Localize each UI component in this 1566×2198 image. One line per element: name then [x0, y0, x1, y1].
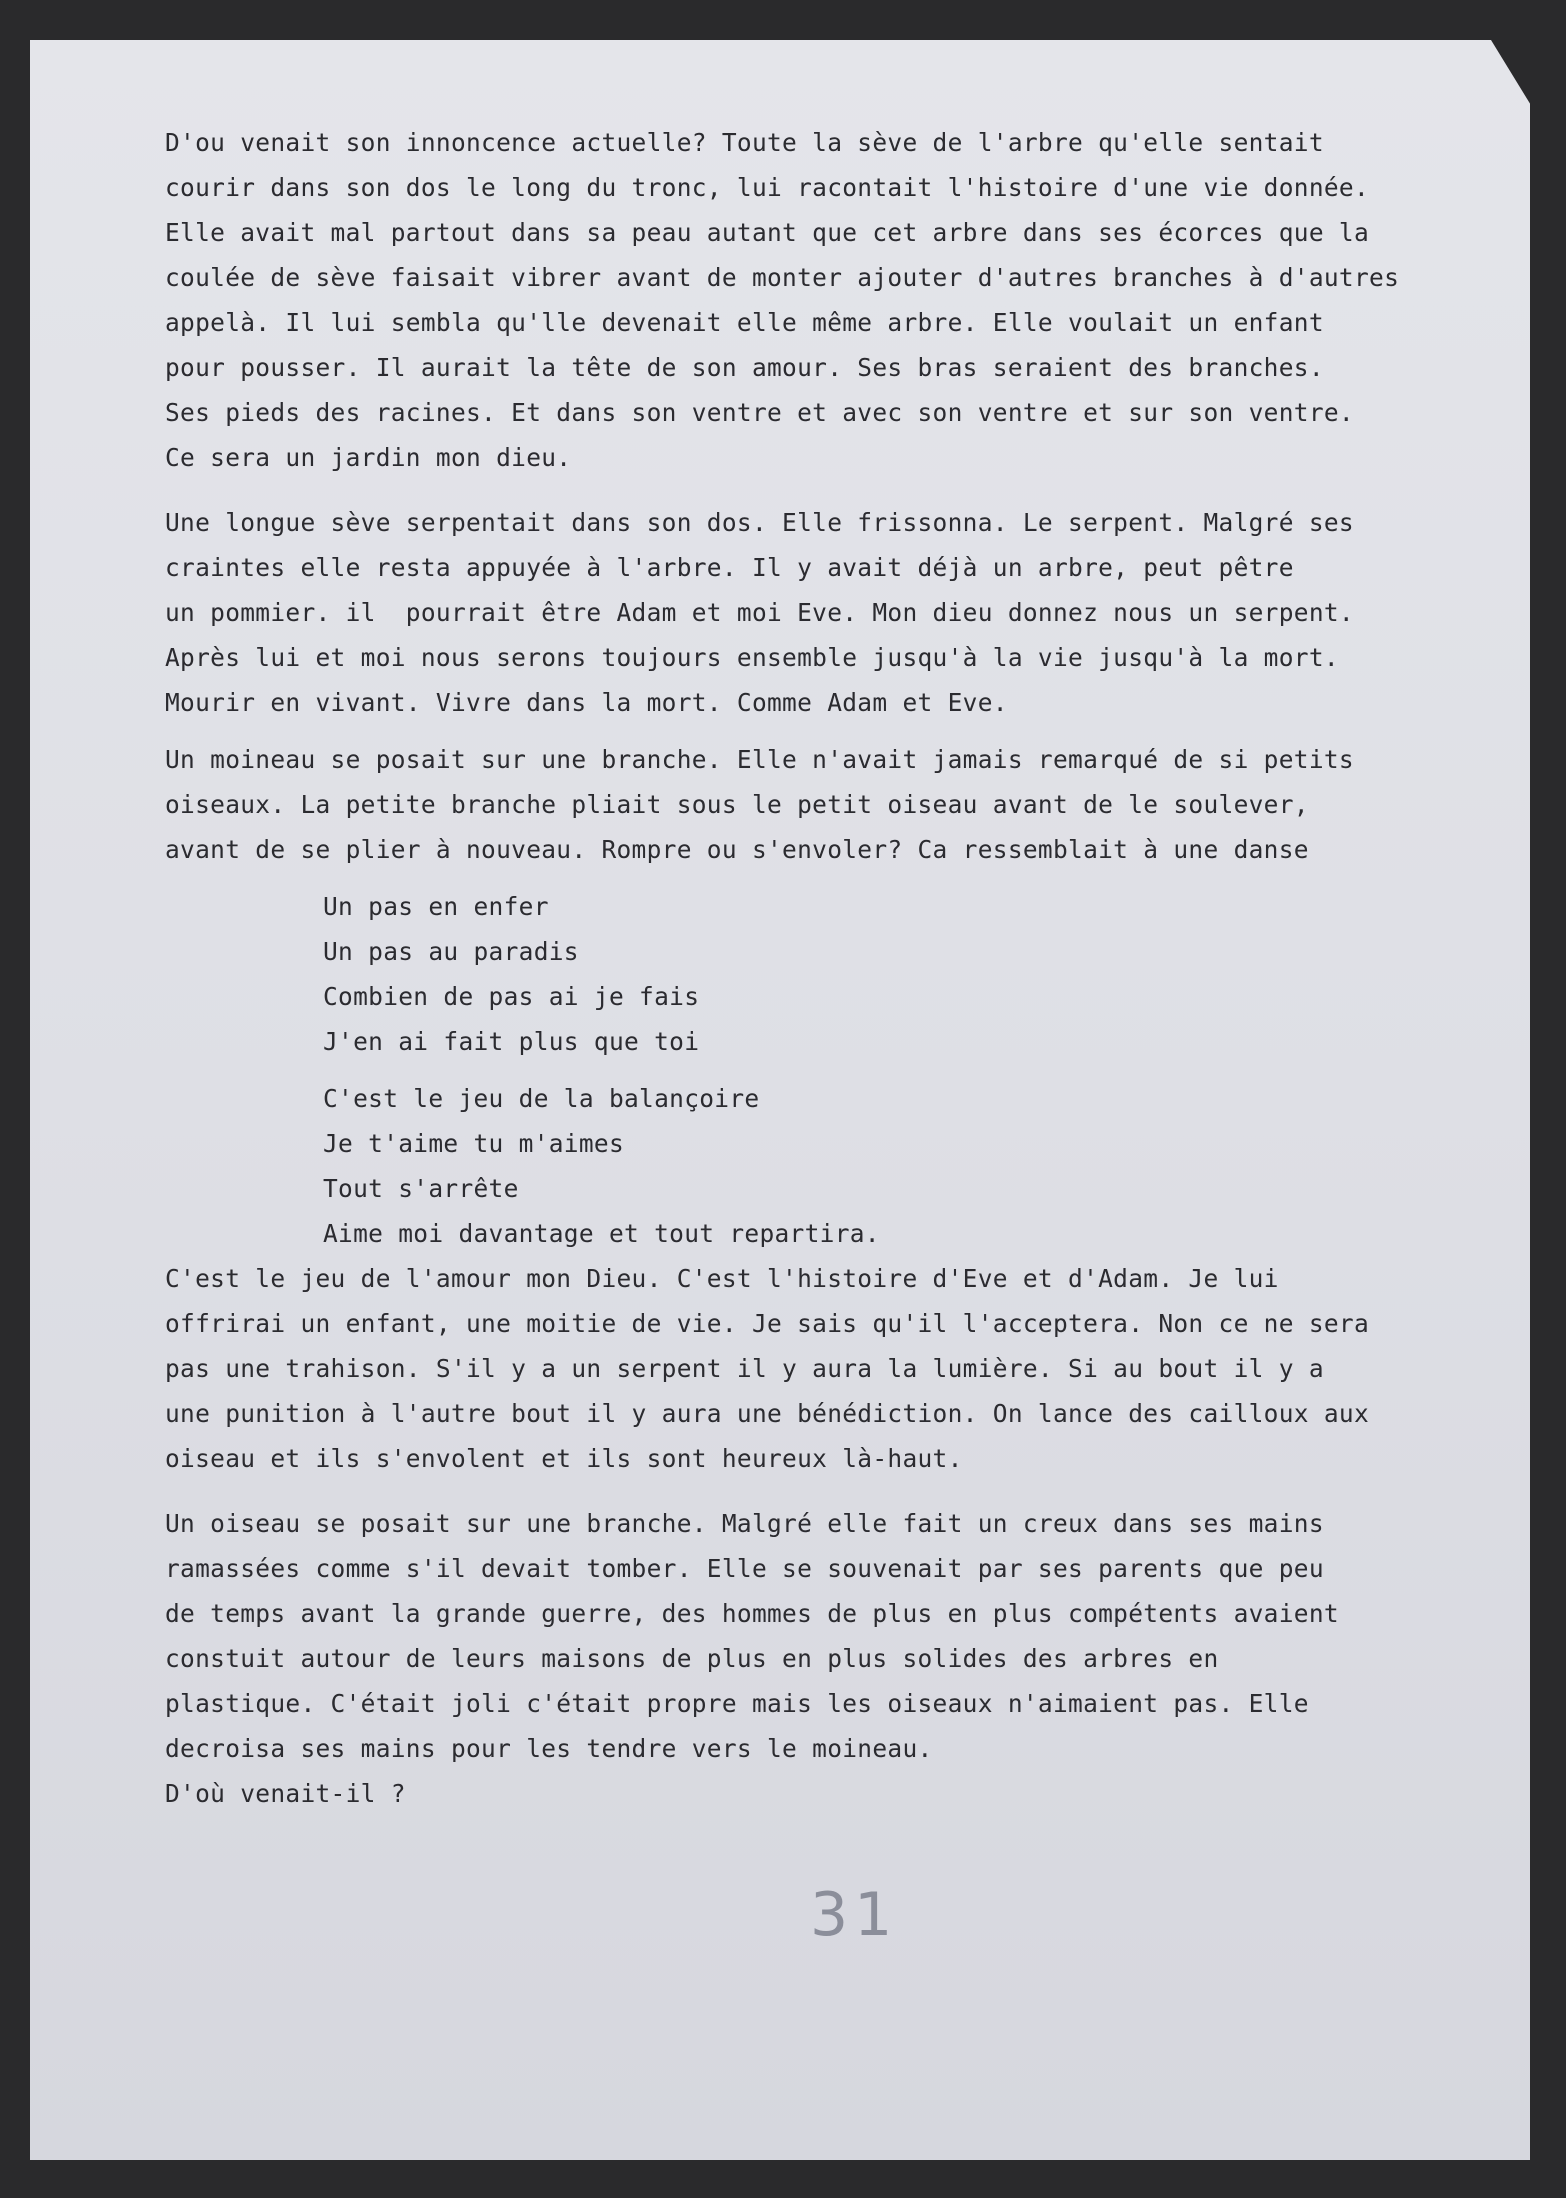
text-line: Mourir en vivant. Vivre dans la mort. Comme Adam et Eve.: [165, 688, 1008, 717]
text-line: avant de se plier à nouveau. Rompre ou s'envoler? Ca ressemblait à une danse: [165, 835, 1309, 864]
text-line: ramassées comme s'il devait tomber. Elle se souvenait par ses parents que peu: [165, 1554, 1324, 1583]
text-line: C'est le jeu de l'amour mon Dieu. C'est l'histoire d'Eve et d'Adam. Je lui: [165, 1264, 1279, 1293]
paragraph-2: [165, 500, 1465, 725]
handwritten-page-number: 31: [810, 1880, 899, 1950]
text-line: une punition à l'autre bout il y aura une bénédiction. On lance des cailloux aux: [165, 1399, 1370, 1428]
text-line: decroisa ses mains pour les tendre vers le moineau.: [165, 1734, 933, 1763]
text-line: craintes elle resta appuyée à l'arbre. Il y avait déjà un arbre, peut pêtre: [165, 553, 1294, 582]
poem-stanza-2: [165, 1076, 1465, 1256]
text-line: courir dans son dos le long du tronc, lui racontait l'histoire d'une vie donnée.: [165, 173, 1370, 202]
verse-line: Combien de pas ai je fais: [323, 982, 700, 1011]
text-line: oiseau et ils s'envolent et ils sont heureux là-haut.: [165, 1444, 963, 1473]
verse-line: Un pas en enfer: [323, 892, 549, 921]
text-line: Après lui et moi nous serons toujours ensemble jusqu'à la vie jusqu'à la mort.: [165, 643, 1339, 672]
text-line: Un oiseau se posait sur une branche. Malgré elle fait un creux dans ses mains: [165, 1509, 1324, 1538]
text-line: appelà. Il lui sembla qu'lle devenait elle même arbre. Elle voulait un enfant: [165, 308, 1324, 337]
text-line: Elle avait mal partout dans sa peau autant que cet arbre dans ses écorces que la: [165, 218, 1370, 247]
verse-line: Un pas au paradis: [323, 937, 579, 966]
typed-text-body: [165, 120, 1465, 1816]
text-line: constuit autour de leurs maisons de plus en plus solides des arbres en: [165, 1644, 1219, 1673]
text-line: plastique. C'était joli c'était propre mais les oiseaux n'aimaient pas. Elle: [165, 1689, 1309, 1718]
text-line: D'où venait-il ?: [165, 1779, 406, 1808]
text-line: pas une trahison. S'il y a un serpent il y aura la lumière. Si au bout il y a: [165, 1354, 1324, 1383]
text-line: offrirai un enfant, une moitie de vie. Je sais qu'il l'acceptera. Non ce ne sera: [165, 1309, 1370, 1338]
verse-line: C'est le jeu de la balançoire: [323, 1084, 760, 1113]
paragraph-3: [165, 737, 1465, 872]
text-line: Un moineau se posait sur une branche. Elle n'avait jamais remarqué de si petits: [165, 745, 1354, 774]
poem-stanza-1: [165, 884, 1465, 1064]
verse-line: J'en ai fait plus que toi: [323, 1027, 700, 1056]
text-line: Ses pieds des racines. Et dans son ventre et avec son ventre et sur son ventre.: [165, 398, 1354, 427]
text-line: coulée de sève faisait vibrer avant de monter ajouter d'autres branches à d'autres: [165, 263, 1400, 292]
text-line: un pommier. il pourrait être Adam et moi Eve. Mon dieu donnez nous un serpent.: [165, 598, 1354, 627]
text-line: pour pousser. Il aurait la tête de son amour. Ses bras seraient des branches.: [165, 353, 1324, 382]
paragraph-5: [165, 1501, 1465, 1816]
text-line: oiseaux. La petite branche pliait sous le petit oiseau avant de le soulever,: [165, 790, 1309, 819]
text-line: de temps avant la grande guerre, des hommes de plus en plus compétents avaient: [165, 1599, 1339, 1628]
verse-line: Je t'aime tu m'aimes: [323, 1129, 625, 1158]
text-line: D'ou venait son innoncence actuelle? Toute la sève de l'arbre qu'elle sentait: [165, 128, 1324, 157]
text-line: Ce sera un jardin mon dieu.: [165, 443, 572, 472]
verse-line: Tout s'arrête: [323, 1174, 519, 1203]
paragraph-4: [165, 1256, 1465, 1481]
paragraph-1: [165, 120, 1465, 480]
verse-line: Aime moi davantage et tout repartira.: [323, 1219, 880, 1248]
text-line: Une longue sève serpentait dans son dos. Elle frissonna. Le serpent. Malgré ses: [165, 508, 1354, 537]
